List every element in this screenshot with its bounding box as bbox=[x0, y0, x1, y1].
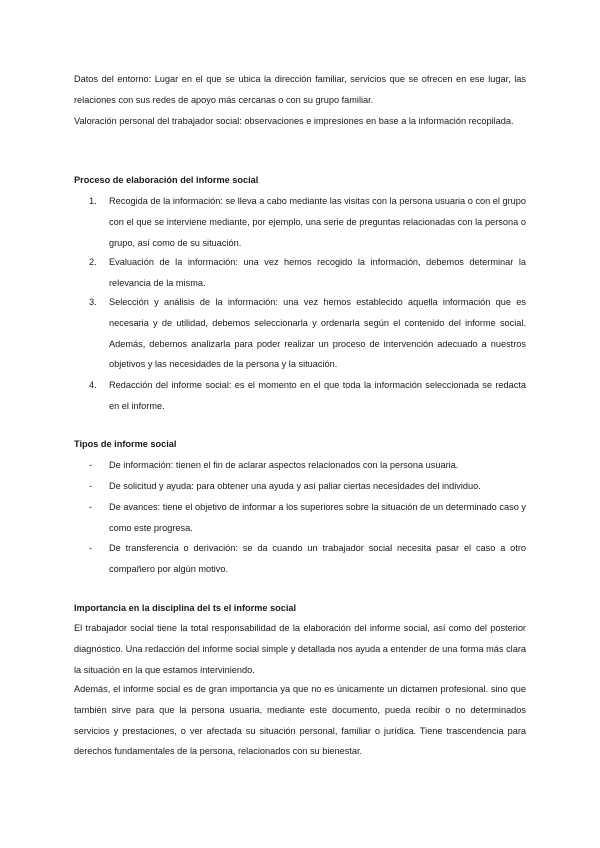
paragraph-responsabilidad: El trabajador social tiene la total responsabilidad de la elaboración del informe social, así como del posterior diagnóstico. Una redacción del informe social simple y detallada nos ayuda a entender de una forma más clara la situación en la que estamos interviniendo. bbox=[74, 623, 526, 675]
list-marker: - bbox=[89, 460, 93, 470]
list-item-seleccion: Selección y análisis de la información: una vez hemos establecido aquella información que es necesaria y de utilidad, debemos seleccionarla y ordenarla según el contenido del informe social. Además, debemos analizarla para poder realizar un proceso de intervención adecuado a nuestros objetivos y las necesidades de la persona y la situación. bbox=[109, 297, 526, 370]
list-marker: - bbox=[89, 502, 93, 512]
list-marker: 3. bbox=[89, 297, 97, 307]
heading-importancia: Importancia en la disciplina del ts el informe social bbox=[74, 603, 297, 613]
list-marker: - bbox=[89, 543, 93, 553]
list-marker: 4. bbox=[89, 380, 97, 390]
paragraph-valoracion-personal: Valoración personal del trabajador social: observaciones e impresiones en base a la información recopilada. bbox=[74, 116, 514, 126]
paragraph-datos-entorno: Datos del entorno: Lugar en el que se ubica la dirección familiar, servicios que se ofrecen en ese lugar, las relaciones con sus redes de apoyo más cercanas o con su grupo familiar. bbox=[74, 74, 526, 105]
heading-proceso: Proceso de elaboración del informe social bbox=[74, 175, 259, 185]
list-item-solicitud: De solicitud y ayuda: para obtener una ayuda y así paliar ciertas necesidades del individuo. bbox=[109, 481, 481, 491]
list-marker: 2. bbox=[89, 257, 97, 267]
list-item-avances: De avances: tiene el objetivo de informar a los superiores sobre la situación de un determinado caso y como este progresa. bbox=[109, 502, 526, 533]
list-item-redaccion: Redacción del informe social: es el momento en el que toda la información seleccionada se redacta en el informe. bbox=[109, 380, 526, 411]
heading-tipos: Tipos de informe social bbox=[74, 439, 177, 449]
paragraph-importancia: Además, el informe social es de gran importancia ya que no es únicamente un dictamen profesional. sino que también sirve para que la persona usuaria, mediante este documento, pueda recibir o no determinados servicios y prestaciones, o ver afectada su situación personal, familiar o jurídica. Tiene trascendencia para derechos fundamentales de la persona, relacionados con su bienestar. bbox=[74, 684, 526, 757]
list-item-recogida: Recogida de la información: se lleva a cabo mediante las visitas con la persona usuaria o con el grupo con el que se interviene mediante, por ejemplo, una serie de preguntas relacionadas con la persona o grupo, así como de su situación. bbox=[109, 196, 526, 248]
list-marker: - bbox=[89, 481, 93, 491]
list-item-evaluacion: Evaluación de la información: una vez hemos recogido la información, debemos determinar la relevancia de la misma. bbox=[109, 257, 526, 288]
list-item-informacion: De información: tienen el fin de aclarar aspectos relacionados con la persona usuaria. bbox=[109, 460, 459, 470]
list-marker: 1. bbox=[89, 196, 97, 206]
list-item-transferencia: De transferencia o derivación: se da cuando un trabajador social necesita pasar el caso a otro compañero por algún motivo. bbox=[109, 543, 526, 574]
